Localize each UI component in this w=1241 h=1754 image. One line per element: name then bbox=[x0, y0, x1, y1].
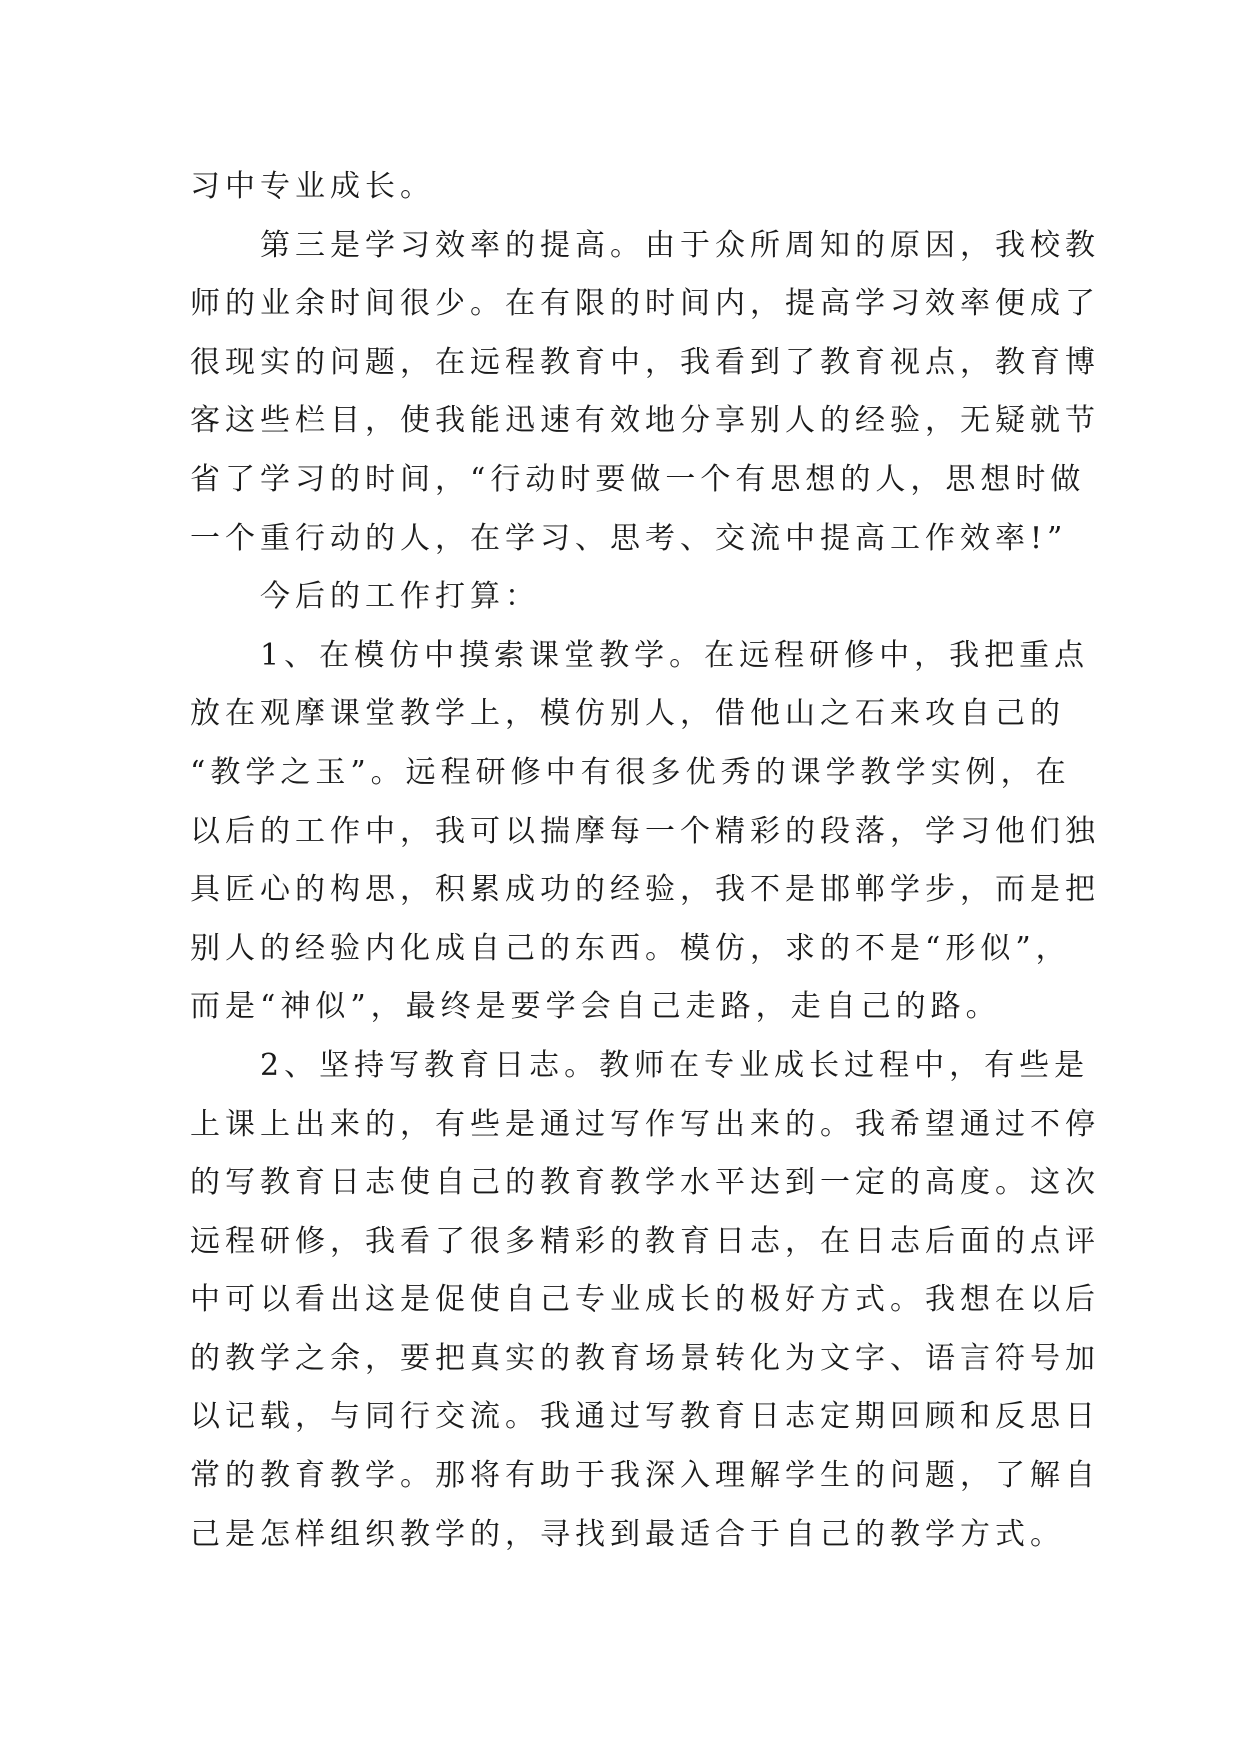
text-line: 以后的工作中，我可以揣摩每一个精彩的段落，学习他们独 bbox=[190, 813, 1100, 849]
text-line: 而是“神似”，最终是要学会自己走路，走自己的路。 bbox=[190, 989, 1001, 1025]
text-line: 很现实的问题，在远程教育中，我看到了教育视点，教育博 bbox=[190, 344, 1100, 380]
document-body bbox=[190, 158, 1100, 1564]
text-line: 客这些栏目，使我能迅速有效地分享别人的经验，无疑就节 bbox=[190, 403, 1100, 439]
text-line: 2、坚持写教育日志。教师在专业成长过程中，有些是 bbox=[260, 1047, 1090, 1083]
text-line: 上课上出来的，有些是通过写作写出来的。我希望通过不停 bbox=[190, 1106, 1100, 1142]
text-line: 常的教育教学。那将有助于我深入理解学生的问题，了解自 bbox=[190, 1458, 1100, 1494]
text-line: 己是怎样组织教学的，寻找到最适合于自己的教学方式。 bbox=[190, 1516, 1065, 1552]
text-line: 省了学习的时间，“行动时要做一个有思想的人，思想时做 bbox=[190, 461, 1086, 497]
text-line: 别人的经验内化成自己的东西。模仿，求的不是“形似”， bbox=[190, 930, 1071, 966]
text-line: 的写教育日志使自己的教育教学水平达到一定的高度。这次 bbox=[190, 1165, 1100, 1201]
text-line: 放在观摩课堂教学上，模仿别人，借他山之石来攻自己的 bbox=[190, 696, 1065, 732]
text-line: 1、在模仿中摸索课堂教学。在远程研修中，我把重点 bbox=[260, 637, 1090, 673]
text-line: 远程研修，我看了很多精彩的教育日志，在日志后面的点评 bbox=[190, 1223, 1100, 1259]
text-line: 第三是学习效率的提高。由于众所周知的原因，我校教 bbox=[260, 227, 1100, 263]
text-line: 具匠心的构思，积累成功的经验，我不是邯郸学步，而是把 bbox=[190, 872, 1100, 908]
text-line: 师的业余时间很少。在有限的时间内，提高学习效率便成了 bbox=[190, 286, 1100, 322]
text-line: “教学之玉”。远程研修中有很多优秀的课学教学实例，在 bbox=[190, 754, 1071, 790]
text-line: 习中专业成长。 bbox=[190, 169, 435, 204]
text-line: 以记载，与同行交流。我通过写教育日志定期回顾和反思日 bbox=[190, 1399, 1100, 1435]
text-line: 的教学之余，要把真实的教育场景转化为文字、语言符号加 bbox=[190, 1340, 1100, 1376]
text-line: 一个重行动的人，在学习、思考、交流中提高工作效率!” bbox=[190, 520, 1068, 556]
text-line: 中可以看出这是促使自己专业成长的极好方式。我想在以后 bbox=[190, 1282, 1100, 1318]
text-line: 今后的工作打算： bbox=[260, 579, 540, 615]
